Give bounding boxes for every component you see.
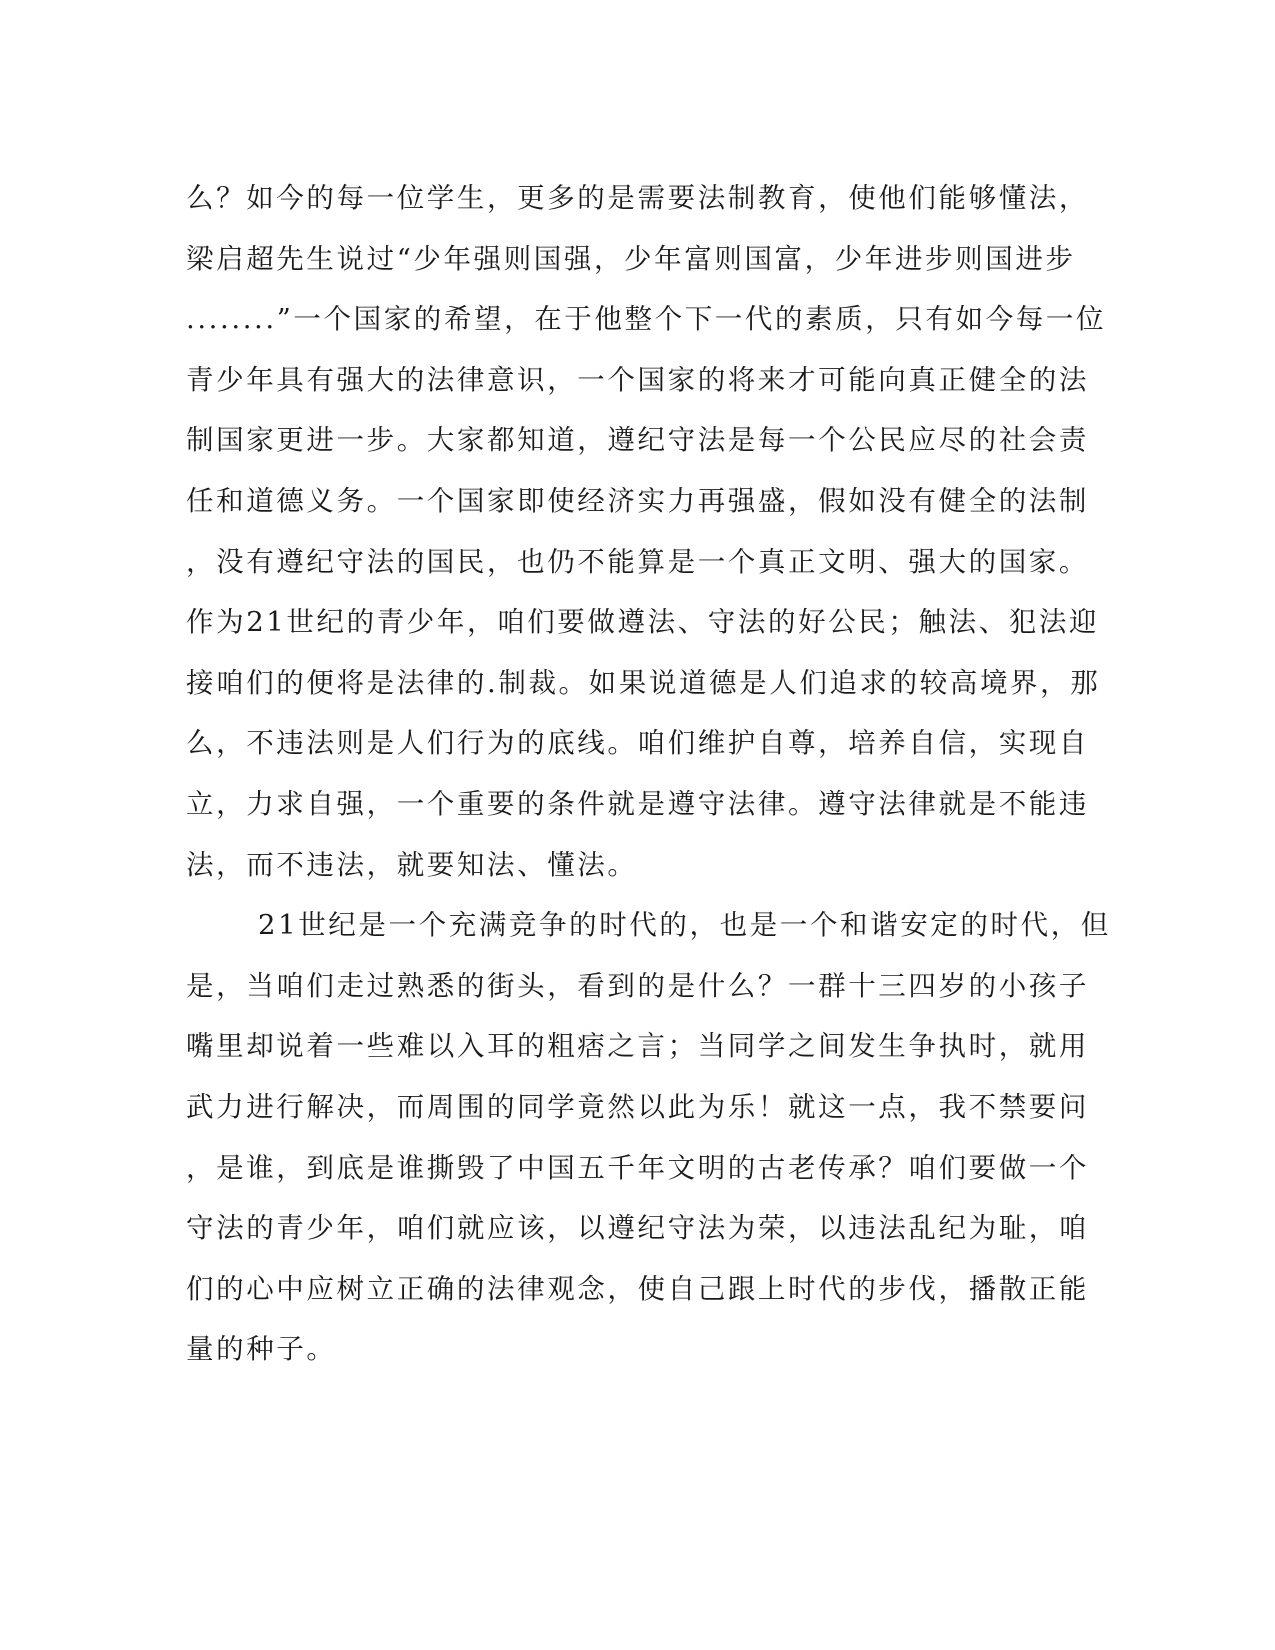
- text-line: 法，而不违法，就要知法、懂法。: [186, 848, 638, 881]
- text-line: 接咱们的便将是法律的.制裁。如果说道德是人们追求的较高境界，那: [186, 666, 1101, 699]
- text-line: 作为21世纪的青少年，咱们要做遵法、守法的好公民；触法、犯法迎: [186, 606, 1100, 639]
- text-line: 梁启超先生说过“少年强则国强，少年富则国富，少年进步则国进步: [186, 242, 1076, 275]
- text-line: ........”一个国家的希望，在于他整个下一代的素质，只有如今每一位: [186, 303, 1107, 336]
- text-line: ，是谁，到底是谁撕毁了中国五千年文明的古老传承？咱们要做一个: [186, 1151, 1089, 1184]
- text-line: 任和道德义务。一个国家即使经济实力再强盛，假如没有健全的法制: [186, 484, 1089, 517]
- text-line: 嘴里却说着一些难以入耳的粗痞之言；当同学之间发生争执时，就用: [186, 1030, 1089, 1063]
- text-line: 守法的青少年，咱们就应该，以遵纪守法为荣，以违法乱纪为耻，咱: [186, 1212, 1089, 1245]
- text-line: 么，不违法则是人们行为的底线。咱们维护自尊，培养自信，实现自: [186, 727, 1089, 760]
- body-text: [186, 168, 1111, 1380]
- text-line: 青少年具有强大的法律意识，一个国家的将来才可能向真正健全的法: [186, 363, 1089, 396]
- text-line: 制国家更进一步。大家都知道，遵纪守法是每一个公民应尽的社会责: [186, 424, 1089, 457]
- text-line: 么？如今的每一位学生，更多的是需要法制教育，使他们能够懂法，: [186, 182, 1089, 214]
- text-line: 武力进行解决，而周围的同学竟然以此为乐！就这一点，我不禁要问: [186, 1090, 1089, 1123]
- text-line: 量的种子。: [186, 1333, 337, 1366]
- text-line: 们的心中应树立正确的法律观念，使自己跟上时代的步伐，播散正能: [186, 1272, 1089, 1305]
- text-line: 立，力求自强，一个重要的条件就是遵守法律。遵守法律就是不能违: [186, 787, 1089, 820]
- text-line: ，没有遵纪守法的国民，也仍不能算是一个真正文明、强大的国家。: [186, 545, 1089, 578]
- text-line: 是，当咱们走过熟悉的街头，看到的是什么？一群十三四岁的小孩子: [186, 969, 1089, 1002]
- paragraph-start-line: 21世纪是一个充满竞争的时代的，也是一个和谐安定的时代，但: [258, 909, 1111, 942]
